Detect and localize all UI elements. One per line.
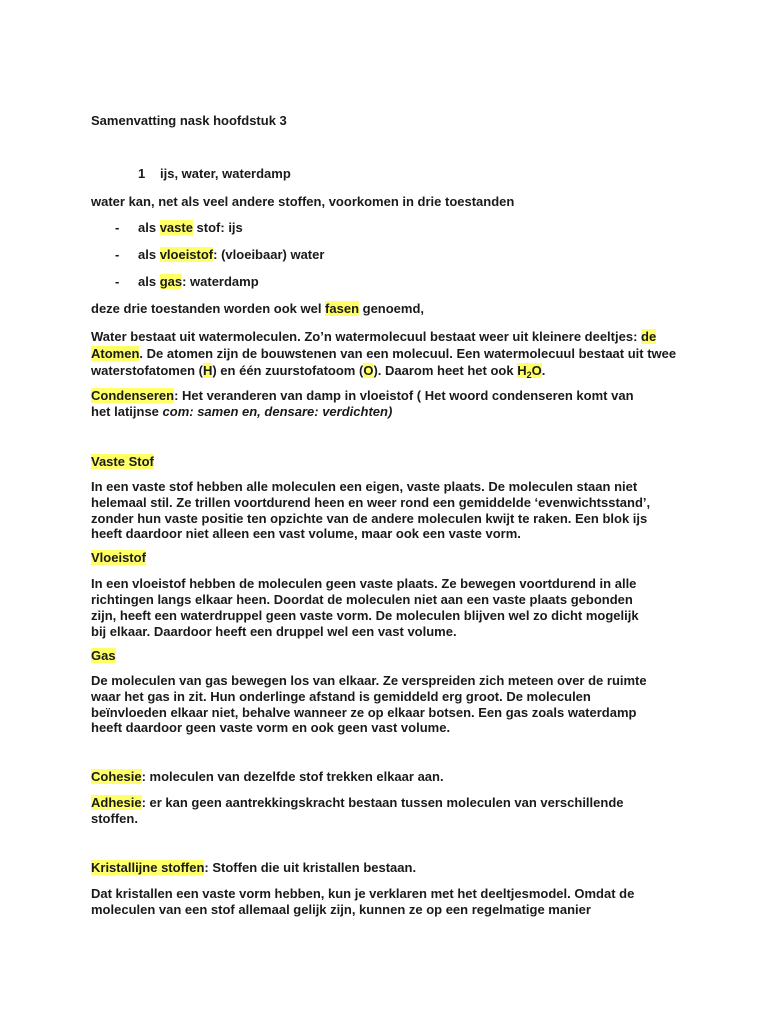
highlighted-term: Atomen xyxy=(91,346,140,361)
paragraph-line: In een vaste stof hebben alle moleculen een eigen, vaste plaats. De moleculen staan niet xyxy=(91,479,638,494)
paragraph-line xyxy=(91,346,676,362)
bullet-dash: - xyxy=(115,274,120,289)
paragraph-text: : er kan geen aantrekkingskracht bestaan tussen moleculen van verschillende xyxy=(141,795,624,810)
paragraph-text: . De atomen zijn de bouwstenen van een molecuul. Een watermolecuul bestaat uit twee xyxy=(139,346,677,361)
formula-subscript: 2 xyxy=(526,370,532,380)
highlighted-term: Condenseren xyxy=(91,388,175,403)
paragraph-line xyxy=(91,388,634,404)
paragraph-line: heeft daardoor niet alleen een vast volume, maar ook een vaste vorm. xyxy=(91,526,521,541)
paragraph-text: waterstofatomen ( xyxy=(91,363,203,378)
paragraph-line xyxy=(91,404,392,420)
paragraph-line: zijn, heeft een waterdruppel geen vaste vorm. De moleculen blijven wel zo dicht mogelijk xyxy=(91,608,639,623)
paragraph-line xyxy=(91,363,545,380)
paragraph-line: bij elkaar. Daardoor heeft een druppel wel een vast volume. xyxy=(91,624,457,639)
paragraph-line: helemaal stil. Ze trillen voortdurend heen en weer rond een gemiddelde ‘evenwichtsstand’, xyxy=(91,495,651,510)
fasen-paragraph xyxy=(91,301,424,317)
formula-text: H xyxy=(517,363,527,378)
paragraph-text: : Stoffen die uit kristallen bestaan. xyxy=(204,860,417,875)
section-title: ijs, water, waterdamp xyxy=(160,166,291,181)
highlighted-heading: Gas xyxy=(91,648,116,663)
section-heading xyxy=(91,550,146,566)
paragraph-text: . xyxy=(541,363,546,378)
highlighted-term: fasen xyxy=(325,301,360,316)
section-number: 1 xyxy=(138,166,146,181)
bullet-dash: - xyxy=(115,247,120,262)
paragraph-text: deze drie toestanden worden ook wel xyxy=(91,301,326,316)
paragraph-line: moleculen van een stof allemaal gelijk zijn, kunnen ze op een regelmatige manier xyxy=(91,902,591,917)
bullet-text: : (vloeibaar) water xyxy=(213,247,325,262)
bullet-text: stof: ijs xyxy=(192,220,243,235)
highlighted-term: Adhesie xyxy=(91,795,142,810)
paragraph-line: stoffen. xyxy=(91,811,138,826)
highlighted-term: H xyxy=(202,363,213,378)
bullet-text: als xyxy=(138,247,160,262)
intro-paragraph: water kan, net als veel andere stoffen, voorkomen in drie toestanden xyxy=(91,194,515,209)
paragraph-text: genoemd, xyxy=(359,301,425,316)
bullet-dash: - xyxy=(115,220,120,235)
paragraph-line: heeft daardoor geen vaste vorm en ook geen vast volume. xyxy=(91,720,451,735)
paragraph-line: Dat kristallen een vaste vorm hebben, kun je verklaren met het deeltjesmodel. Omdat de xyxy=(91,886,635,901)
paragraph-line: In een vloeistof hebben de moleculen geen vaste plaats. Ze bewegen voortdurend in alle xyxy=(91,576,637,591)
highlighted-term: vaste xyxy=(159,220,193,235)
bullet-text: als xyxy=(138,274,160,289)
paragraph-text: : Het veranderen van damp in vloeistof ( Het woord condenseren komt van xyxy=(174,388,634,403)
bullet-text: : waterdamp xyxy=(182,274,259,289)
paragraph-line: beïnvloeden elkaar niet, behalve wanneer ze op elkaar botsen. Een gas zoals waterdamp xyxy=(91,705,637,720)
paragraph-line: zonder hun vaste positie ten opzichte van de andere moleculen kwijt te raken. Een blok ijs xyxy=(91,511,648,526)
section-heading xyxy=(91,648,116,664)
document-title: Samenvatting nask hoofdstuk 3 xyxy=(91,113,287,128)
italic-text: com: samen en, densare: verdichten) xyxy=(162,404,393,419)
highlighted-heading: Vaste Stof xyxy=(91,454,154,469)
paragraph-line: richtingen langs elkaar heen. Doordat de moleculen niet aan een vaste plaats gebonden xyxy=(91,592,633,607)
section-heading xyxy=(91,454,154,470)
highlighted-heading: Vloeistof xyxy=(91,550,146,565)
bullet-text: als xyxy=(138,220,160,235)
paragraph-line xyxy=(91,329,656,345)
paragraph-line xyxy=(91,860,416,876)
paragraph-line xyxy=(91,795,624,811)
highlighted-term: gas xyxy=(159,274,183,289)
paragraph-text: ) en één zuurstofatoom ( xyxy=(212,363,364,378)
paragraph-line: waar het gas in zit. Hun onderlinge afstand is gemiddeld erg groot. De moleculen xyxy=(91,689,591,704)
highlighted-term: de xyxy=(641,329,657,344)
paragraph-line: De moleculen van gas bewegen los van elkaar. Ze verspreiden zich meteen over de ruimte xyxy=(91,673,647,688)
formula-text: O xyxy=(531,363,542,378)
highlighted-term: vloeistof xyxy=(159,247,214,262)
paragraph-text: : moleculen van dezelfde stof trekken elkaar aan. xyxy=(141,769,444,784)
formula-h2o xyxy=(517,363,542,378)
cohesie-paragraph xyxy=(91,769,444,785)
paragraph-text: het latijnse xyxy=(91,404,163,419)
highlighted-term: O xyxy=(363,363,374,378)
paragraph-text: Water bestaat uit watermoleculen. Zo’n watermolecuul bestaat weer uit kleinere deeltjes: xyxy=(91,329,642,344)
highlighted-term: Cohesie xyxy=(91,769,142,784)
paragraph-text: ). Daarom heet het ook xyxy=(373,363,518,378)
highlighted-term: Kristallijne stoffen xyxy=(91,860,205,875)
